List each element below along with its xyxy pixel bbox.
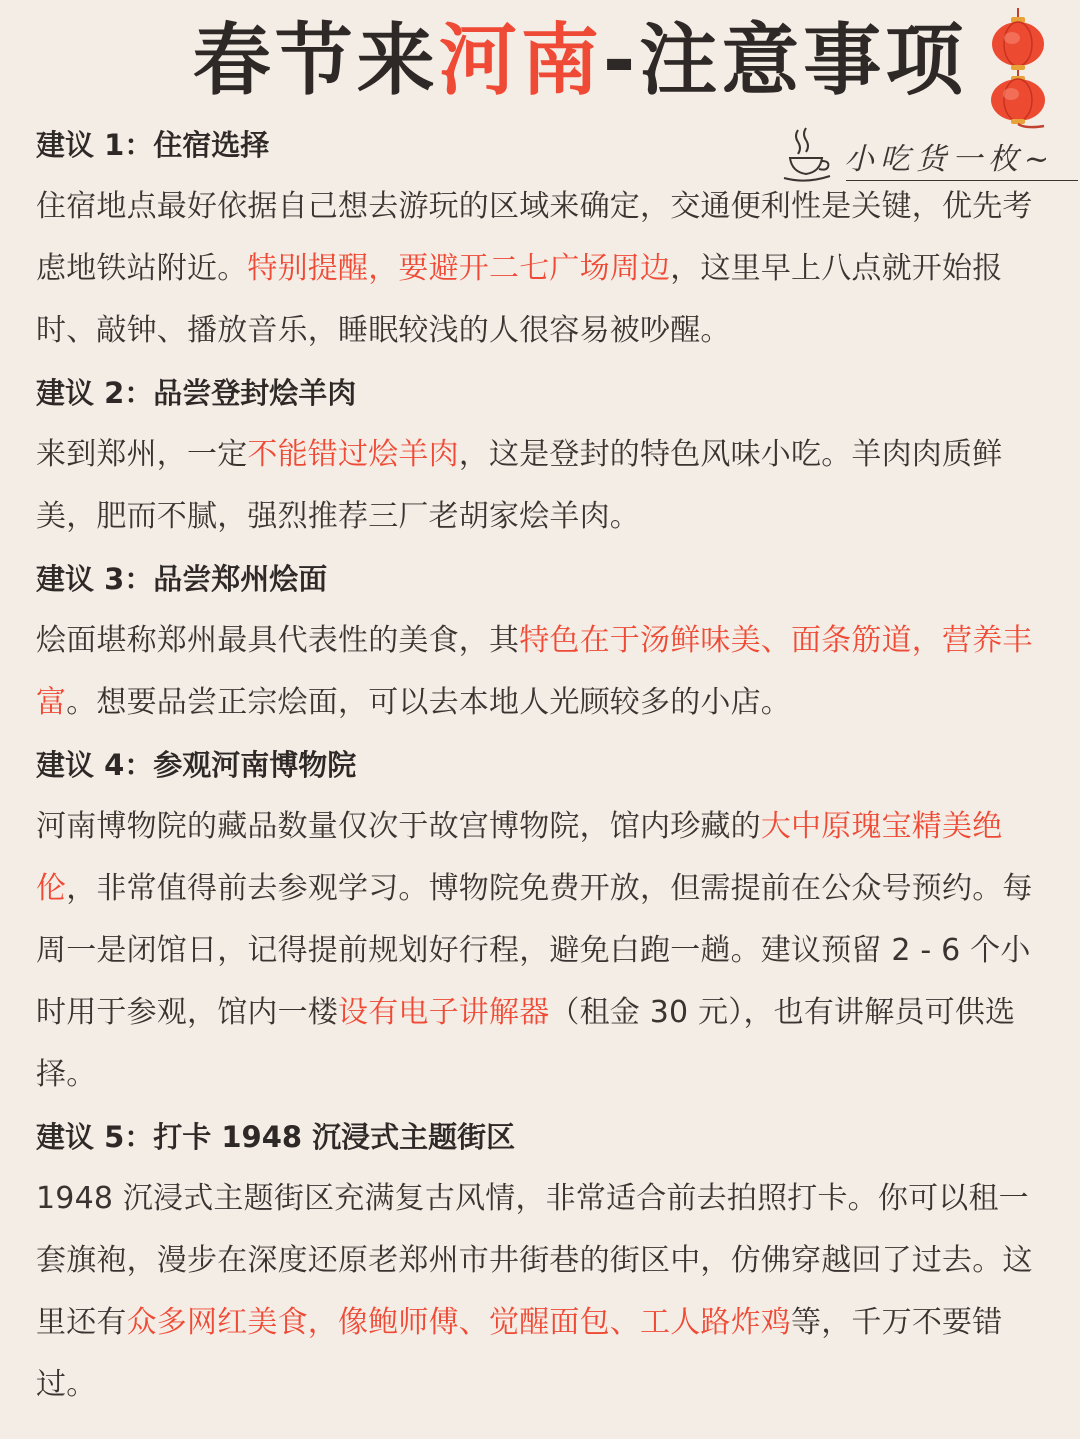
- tip-heading: 建议 5：打卡 1948 沉浸式主题街区: [36, 1120, 516, 1154]
- body-text: 。想要品尝正宗烩面，可以去本地人光顾较多的小店。: [66, 685, 792, 720]
- highlight-text: 特色在于汤鲜味美、面条筋道，营养丰富: [36, 623, 1033, 720]
- page-title: [0, 14, 1080, 108]
- tips-list: [36, 114, 1056, 1416]
- body-text: 住宿地点最好依据自己想去游玩的区域来确定，交通便利性是关键，优先考虑地铁站附近。: [36, 189, 1033, 286]
- body-text: ，这里早上八点就开始报时、敲钟、播放音乐，睡眠较浅的人很容易被吵醒。: [36, 251, 1003, 348]
- tip-heading: 建议 1：住宿选择: [36, 128, 270, 162]
- tip-body: [36, 796, 1056, 1106]
- highlight-text: 大中原瑰宝精美绝伦: [36, 809, 1003, 906]
- highlight-text: 设有电子讲解器: [338, 995, 550, 1030]
- tip-section: [36, 1106, 1056, 1416]
- tip-section: [36, 362, 1056, 548]
- body-text: 来到郑州，一定: [36, 437, 248, 472]
- body-text: 烩面堪称郑州最具代表性的美食，其: [36, 623, 520, 658]
- body-text: （租金 30 元），也有讲解员可供选择。: [36, 995, 1016, 1092]
- body-text: 等，千万不要错过。: [36, 1305, 1003, 1402]
- tip-heading: 建议 4：参观河南博物院: [36, 748, 357, 782]
- highlight-text: 众多网红美食，像鲍师傅、觉醒面包、工人路炸鸡: [126, 1305, 792, 1340]
- tip-section: [36, 114, 1056, 362]
- tip-heading: 建议 3：品尝郑州烩面: [36, 562, 328, 596]
- tip-body: [36, 424, 1056, 548]
- title-highlight: 河南: [438, 16, 603, 106]
- title-part1: 春节来: [192, 16, 439, 106]
- body-text: 1948 沉浸式主题街区充满复古风情，非常适合前去拍照打卡。你可以租一套旗袍，漫步在深度还原老郑州市井街巷的街区中，仿佛穿越回了过去。这里还有: [36, 1181, 1033, 1340]
- title-part2: -注意事项: [602, 16, 968, 106]
- tip-section: [36, 548, 1056, 734]
- tip-body: [36, 176, 1056, 362]
- body-text: ，非常值得前去参观学习。博物院免费开放，但需提前在公众号预约。每周一是闭馆日，记得提前规划好行程，避免白跑一趟。建议预留 2 - 6 个小时用于参观，馆内一楼: [36, 871, 1033, 1030]
- highlight-text: 不能错过烩羊肉: [247, 437, 459, 472]
- body-text: 河南博物院的藏品数量仅次于故宫博物院，馆内珍藏的: [36, 809, 761, 844]
- tip-heading: 建议 2：品尝登封烩羊肉: [36, 376, 357, 410]
- body-text: ，这是登封的特色风味小吃。羊肉肉质鲜美，肥而不腻，强烈推荐三厂老胡家烩羊肉。: [36, 437, 1003, 534]
- tip-body: [36, 610, 1056, 734]
- signature-text: 小吃货一枚~: [844, 142, 1056, 177]
- highlight-text: 特别提醒，要避开二七广场周边: [247, 251, 671, 286]
- tip-body: [36, 1168, 1056, 1416]
- tip-section: [36, 734, 1056, 1106]
